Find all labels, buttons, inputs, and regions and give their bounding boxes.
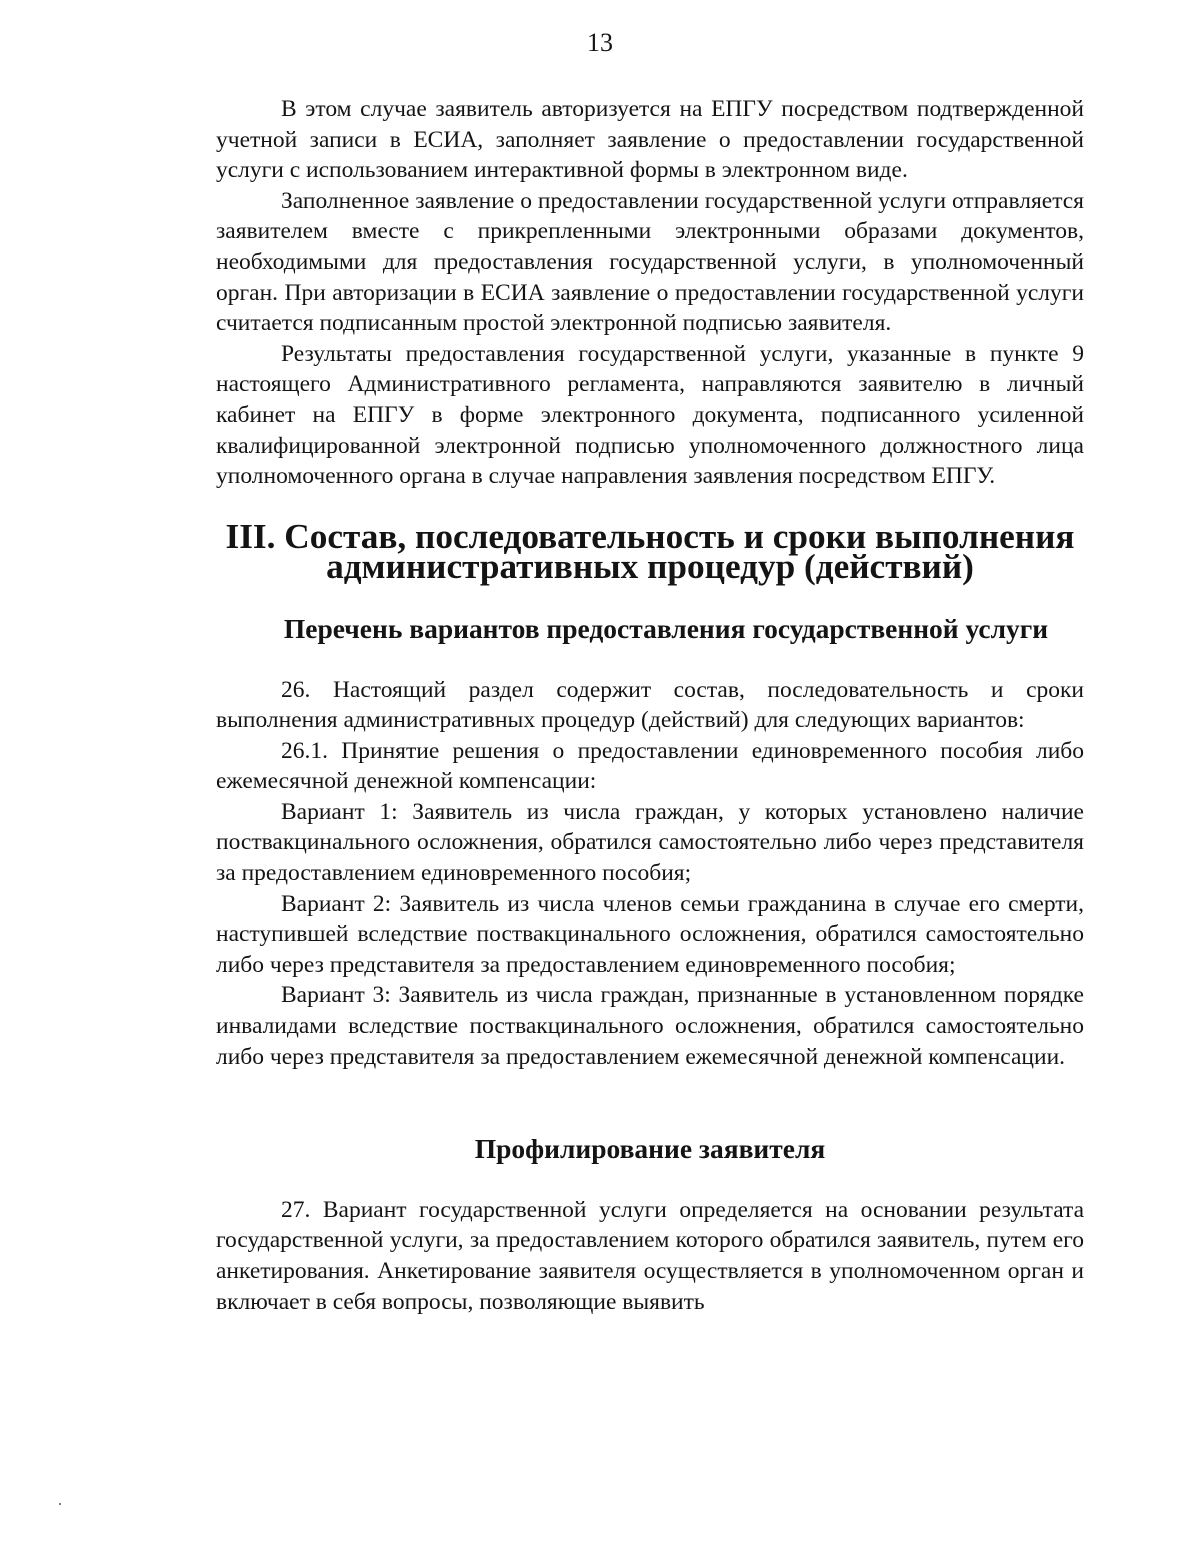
section-title-line-1: III. Состав, последовательность и сроки выполнения <box>225 516 1075 556</box>
paragraph-27: 27. Вариант государственной услуги определяется на основании результата государственной услуги, за предоставлением которого обратился заявитель, путем его анкетирования. Анкетирование заявителя осуществляется в уполномоченном орган и включает в себя вопросы, позволяющие выявить <box>216 1196 1084 1315</box>
paragraph-variant-1: Вариант 1: Заявитель из числа граждан, у которых установлено наличие поствакцинального осложнения, обратился самостоятельно либо через представителя за предоставлением единовременного пособия; <box>216 798 1084 887</box>
section-title <box>216 516 1084 587</box>
page-number: 13 <box>587 28 613 57</box>
paragraph-application-submission: Заполненное заявление о предоставлении государственной услуги отправляется заявителем вместе с прикрепленными электронными образами документов, необходимыми для предоставления государственной услуги, в уполномоченный орган. При авторизации в ЕСИА заявление о предоставлении государственной услуги считается подписанным простой электронной подписью заявителя. <box>216 187 1084 337</box>
subheading-variants-list: Перечень вариантов предоставления государственной услуги <box>283 613 1049 644</box>
section-title-line-2: административных процедур (действий) <box>326 547 974 587</box>
paragraph-service-results: Результаты предоставления государственной услуги, указанные в пункте 9 настоящего Административного регламента, направляются заявителю в личный кабинет на ЕПГУ в форме электронного документа, подписанного усиленной квалифицированной электронной подписью уполномоченного должностного лица уполномоченного органа в случае направления заявления посредством ЕПГУ. <box>216 340 1084 490</box>
subheading-profiling: Профилирование заявителя <box>474 1134 826 1165</box>
paragraph-variant-3: Вариант 3: Заявитель из числа граждан, признанные в установленном порядке инвалидами вследствие поствакцинального осложнения, обратился самостоятельно либо через представителя за предоставлением ежемесячной денежной компенсации. <box>216 982 1084 1070</box>
paragraph-26: 26. Настоящий раздел содержит состав, последовательность и сроки выполнения административных процедур (действий) для следующих вариантов: <box>216 676 1084 734</box>
paragraph-variant-2: Вариант 2: Заявитель из числа членов семьи гражданина в случае его смерти, наступившей вследствие поствакцинального осложнения, обратился самостоятельно либо через представителя за предоставлением единовременного пособия; <box>216 890 1084 978</box>
paragraph-epgu-authorization: В этом случае заявитель авторизуется на ЕПГУ посредством подтвержденной учетной записи в ЕСИА, заполняет заявление о предоставлении государственной услуги с использованием интерактивной формы в электронном виде. <box>216 96 1084 184</box>
scan-artifact-dot <box>59 1503 61 1505</box>
document-body <box>216 94 1084 1317</box>
paragraph-26-1: 26.1. Принятие решения о предоставлении единовременного пособия либо ежемесячной денежной компенсации: <box>216 737 1084 795</box>
